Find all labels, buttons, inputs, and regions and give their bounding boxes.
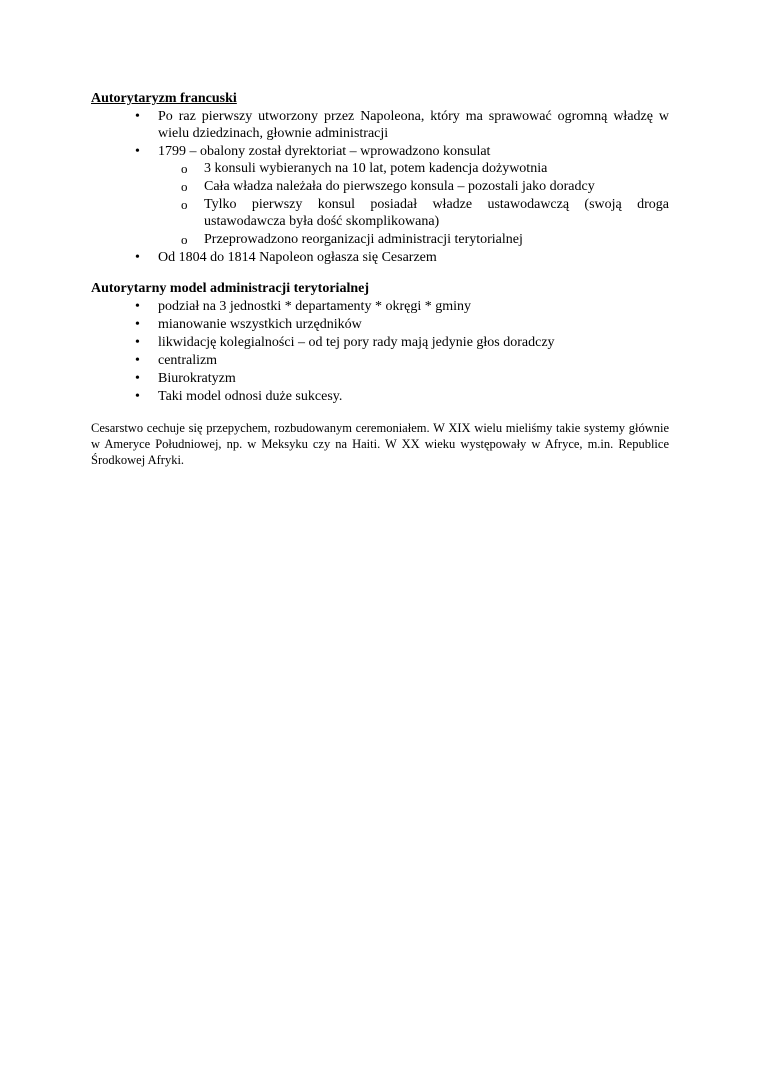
sublist-item-text: 3 konsuli wybieranych na 10 lat, potem kadencja dożywotnia (204, 161, 548, 176)
list-item (91, 388, 669, 405)
list-item (91, 370, 669, 387)
sublist-item (158, 178, 669, 195)
spacer (91, 267, 669, 280)
list-item-text: Po raz pierwszy utworzony przez Napoleona, który ma sprawować ogromną władzę w wielu dziedzinach, głownie administracji (158, 109, 669, 141)
list-item (91, 334, 669, 351)
summary-paragraph: Cesarstwo cechuje się przepychem, rozbudowanym ceremoniałem. W XIX wielu mieliśmy takie systemy głównie w Ameryce Południowej, np. w Meksyku czy na Haiti. W XX wieku występowały w Afryce, m.in. Republice Środkowej Afryki. (91, 421, 669, 467)
sublist-item (158, 160, 669, 177)
bullet-icon: • (135, 317, 140, 332)
section2-heading: Autorytarny model administracji terytorialnej (91, 281, 369, 296)
sublist-item-text: Cała władza należała do pierwszego konsula – pozostali jako doradcy (204, 179, 595, 194)
list-item-text: likwidację kolegialności – od tej pory rady mają jedynie głos doradczy (158, 335, 555, 350)
list-item (91, 352, 669, 369)
bullet-icon: • (135, 109, 140, 124)
list-item (91, 298, 669, 315)
sublist-item-text: Tylko pierwszy konsul posiadał władze ustawodawczą (swoją droga ustawodawcza była dość skomplikowana) (204, 197, 669, 229)
list-item-text: podział na 3 jednostki * departamenty * okręgi * gminy (158, 299, 471, 314)
circle-bullet-icon: o (181, 197, 188, 212)
circle-bullet-icon: o (181, 161, 188, 176)
circle-bullet-icon: o (181, 179, 188, 194)
list-item (91, 316, 669, 333)
circle-bullet-icon: o (181, 232, 188, 247)
sublist (158, 160, 669, 248)
list-item (91, 108, 669, 142)
bullet-icon: • (135, 335, 140, 350)
sublist-item (158, 196, 669, 230)
spacer (91, 406, 669, 420)
section1-heading: Autorytaryzm francuski (91, 91, 237, 106)
bullet-icon: • (135, 144, 140, 159)
bullet-icon: • (135, 250, 140, 265)
bullet-icon: • (135, 299, 140, 314)
document-content (91, 90, 669, 468)
sublist-item (158, 231, 669, 248)
list-item-text: 1799 – obalony został dyrektoriat – wprowadzono konsulat (158, 144, 491, 159)
list-item-text: mianowanie wszystkich urzędników (158, 317, 362, 332)
list-item (91, 249, 669, 266)
list-item-text: centralizm (158, 353, 218, 368)
section2-list (91, 298, 669, 405)
list-item (91, 143, 669, 248)
list-item-text: Taki model odnosi duże sukcesy. (158, 389, 343, 404)
list-item-text: Od 1804 do 1814 Napoleon ogłasza się Cesarzem (158, 250, 437, 265)
sublist-item-text: Przeprowadzono reorganizacji administracji terytorialnej (204, 232, 523, 247)
list-item-text: Biurokratyzm (158, 371, 236, 386)
bullet-icon: • (135, 371, 140, 386)
bullet-icon: • (135, 353, 140, 368)
section1-list (91, 108, 669, 266)
bullet-icon: • (135, 389, 140, 404)
